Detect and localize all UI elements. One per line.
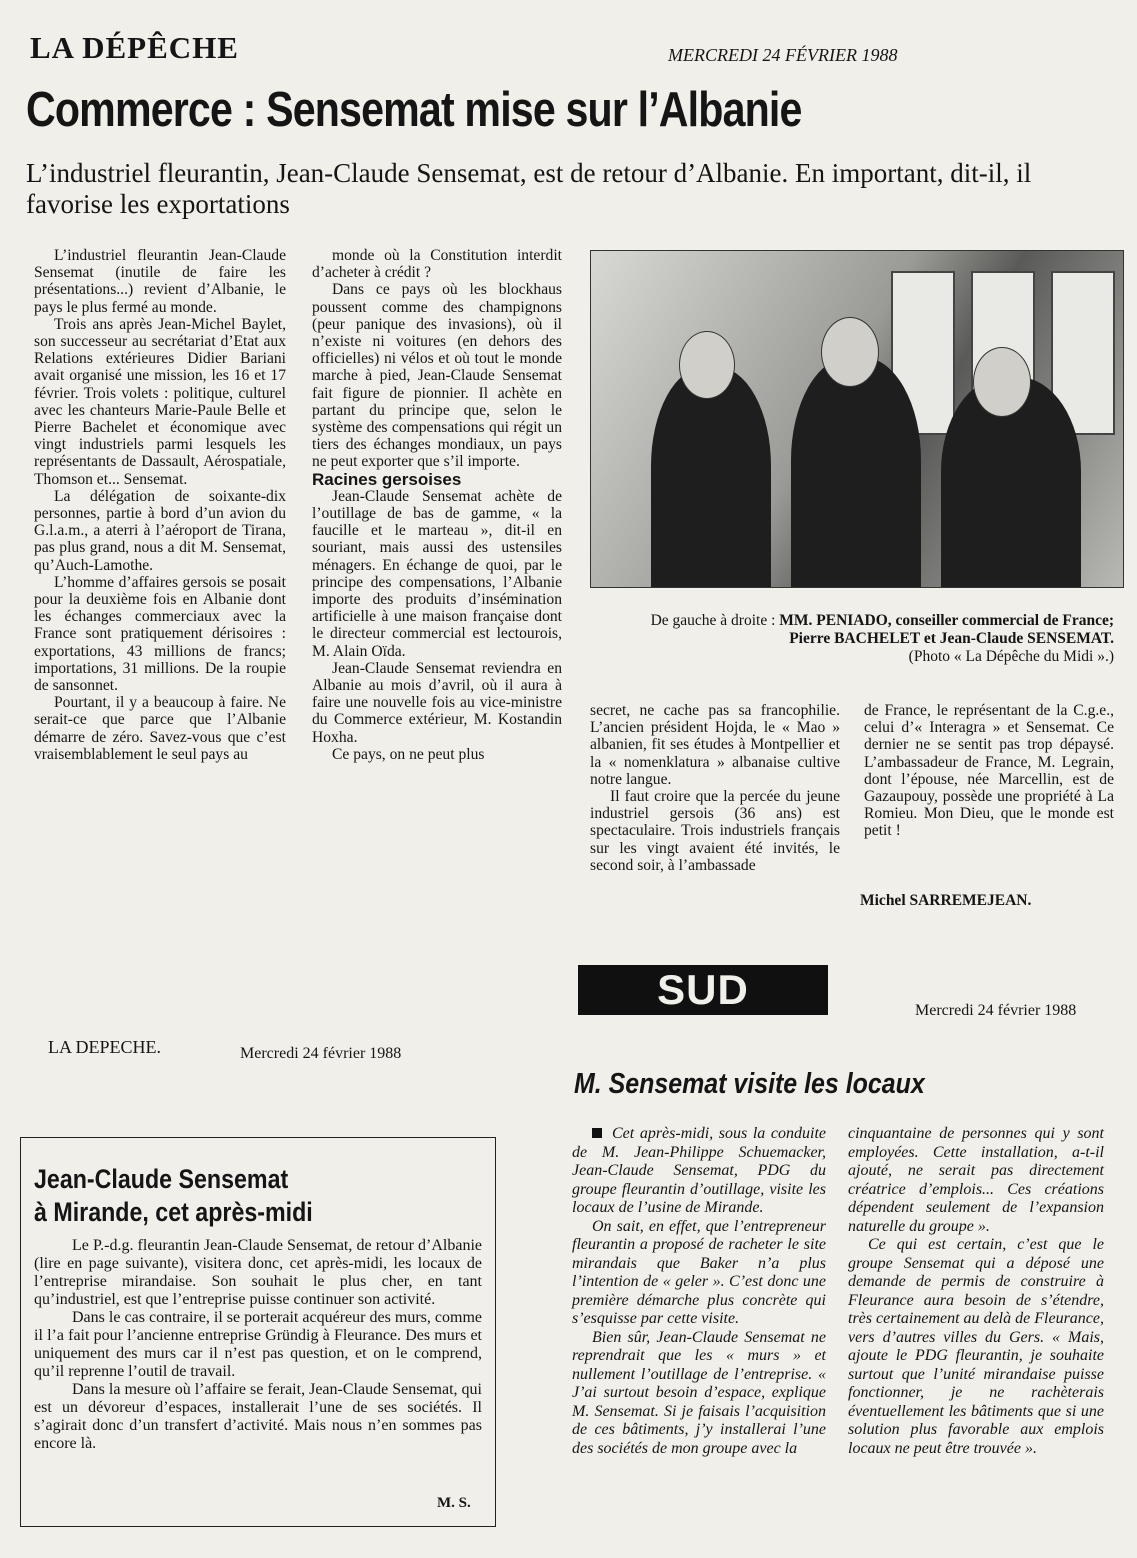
issue-date: MERCREDI 24 FÉVRIER 1988	[668, 45, 898, 65]
caption-prefix: De gauche à droite :	[650, 612, 776, 629]
sudouest-masthead: SUD OUEST	[578, 965, 828, 1015]
paragraph: Bien sûr, Jean-Claude Sensemat ne reprendrait que les « murs » et nullement l’outillage de l’entreprise. « J’ai surtout besoin d’espace, explique M. Sensemat. Si je faisais l’acquisition de ces bâtiments, j’y installerai l’une des sociétés de mon groupe avec la	[572, 1328, 826, 1457]
paragraph: de France, le représentant de la C.g.e., celui d’« Interagra » et Sensemat. Ce dernier ne se sentit pas trop dépaysé. L’ambassadeur de France, M. Legrain, dont l’épouse, née Marcellin, est de Gazaupouy, possède une propriété à La Romieu. Mon Dieu, que le monde est petit !	[864, 702, 1114, 840]
paragraph: L’industriel fleurantin Jean-Claude Sensemat (inutile de faire les présentations...) revient d’Albanie, le pays le plus fermé au monde.	[34, 247, 286, 316]
caption-names: MM. PENIADO, conseiller commercial de France; Pierre BACHELET et Jean-Claude SENSEMAT.	[779, 612, 1114, 647]
sudouest-column-1	[572, 1125, 826, 1458]
sudouest-date: Mercredi 24 février 1988	[915, 1002, 1077, 1019]
paragraph-text: Cet après-midi, sous la conduite de M. Jean-Philippe Schuemacker, Jean-Claude Sensemat, PDG du groupe fleurantin d’outillage, visite les locaux de l’usine de Mirande.	[572, 1125, 826, 1216]
headline: Commerce : Sensemat mise sur l’Albanie	[26, 83, 802, 137]
paragraph: Jean-Claude Sensemat reviendra en Albanie au mois d’avril, où il aura à faire une nouvelle fois au vice-ministre du Commerce extérieur, M. Kostandin Hoxha.	[312, 659, 562, 746]
paragraph: Le P.-d.g. fleurantin Jean-Claude Sensemat, de retour d’Albanie (lire en page suivante), visitera donc, cet après-midi, les locaux de l’entreprise mirandaise. Son souhait le plus cher, en tant qu’industriel, est que l’entreprise puisse continuer son activité.	[34, 1237, 482, 1308]
sudouest-column-2	[848, 1125, 1104, 1458]
paragraph: Jean-Claude Sensemat achète de l’outillage de bas de gamme, « la faucille et le marteau », dit-il en souriant, mais aussi des ustensiles ménagers. En échange de quoi, par le principe des compensations, l’Albanie importe des produits d’insémination artificielle à une maison française dont le directeur commercial est lectourois, M. Alain Oïda.	[312, 487, 562, 660]
paragraph: Trois ans après Jean-Michel Baylet, son successeur au secrétariat d’Etat aux Relations extérieures Didier Bariani avait organisé une mission, les 16 et 17 février. Trois volets : politique, culturel avec les chanteurs Marie-Paule Belle et Pierre Bachelet et économique avec vingt industriels parmi lesquels les représentants de Dassault, Aérospatiale, Thomson et... Sensemat.	[34, 315, 286, 488]
paragraph: On sait, en effet, que l’entrepreneur fleurantin a proposé de racheter le site mirandais que Baker n’a plus l’intention de « geler ». C’est donc une première démarche plus concrète qui s’esquisse par cette visite.	[572, 1217, 826, 1327]
bullet-square-icon	[592, 1128, 602, 1138]
article-column-4	[864, 702, 1114, 840]
paragraph: monde où la Constitution interdit d’acheter à crédit ?	[312, 247, 562, 282]
masthead: LA DÉPÊCHE	[30, 30, 239, 65]
paragraph: L’homme d’affaires gersois se posait pour la deuxième fois en Albanie dont les échanges commerciaux avec la France sont pratiquement dérisoires : exportations, 43 millions de francs; importations, 31 millions. De la roupie de sansonnet.	[34, 573, 286, 695]
box-body	[34, 1237, 482, 1453]
box-signature: M. S.	[437, 1495, 471, 1511]
paragraph: Dans le cas contraire, il se porterait acquéreur des murs, comme il l’a fait pour l’ancienne entreprise Gründig à Fleurance. Des murs et uniquement des murs car il n’est pas question, et on le comprend, qu’il reprenne l’outil de travail.	[34, 1309, 482, 1380]
photo-person-head	[973, 347, 1031, 417]
paragraph: La délégation de soixante-dix personnes, partie à bord d’un avion du G.l.a.m., a aterri à l’aéroport de Tirana, pas plus grand, nous a dit M. Sensemat, qu’Auch-Lamothe.	[34, 487, 286, 574]
photo-credit: (Photo « La Dépêche du Midi ».)	[908, 648, 1114, 665]
paragraph	[572, 1125, 826, 1218]
paragraph: Ce qui est certain, c’est que le groupe Sensemat qui a déposé une demande de permis de construire à Fleurance aura besoin de s’étendre, très certainement au delà de Fleurance, vers d’autres villes du Gers. « Mais, ajoute le PDG fleurantin, je souhaite surtout que l’unité mirandaise puisse fonctionner, je ne rachèterais éventuellement les bâtiments que si une solution plus favorable aux emplois locaux ne peut être trouvée ».	[848, 1236, 1104, 1457]
article-column-1	[34, 247, 286, 763]
sudouest-headline: M. Sensemat visite les locaux	[574, 1068, 925, 1100]
box-title-line: à Mirande, cet après-midi	[34, 1197, 313, 1227]
article-column-2	[312, 247, 562, 763]
depeche-masthead-2: LA DEPECHE.	[48, 1037, 162, 1057]
photo-person-head	[679, 331, 735, 399]
depeche-date-2: Mercredi 24 février 1988	[240, 1045, 402, 1062]
author-signature: Michel SARREMEJEAN.	[860, 892, 1032, 909]
paragraph: cinquantaine de personnes qui y sont employées. Cette installation, a-t-il ajouté, ne serait pas directement créatrice d’emplois... Ces créations dépendent seulement de l’expansion naturelle du groupe ».	[848, 1125, 1104, 1235]
photo	[590, 250, 1124, 588]
paragraph: Pourtant, il y a beaucoup à faire. Ne serait-ce que parce que l’Albanie démarre de zéro. Savez-vous que c’est vraisemblablement le seul pays au	[34, 694, 286, 763]
standfirst: L’industriel fleurantin, Jean-Claude Sensemat, est de retour d’Albanie. En important, dit-il, il favorise les exportations	[26, 158, 1032, 219]
box-title-line: Jean-Claude Sensemat	[34, 1164, 289, 1194]
paragraph: secret, ne cache pas sa francophilie. L’ancien président Hojda, le « Mao » albanien, fit ses études à Montpellier et la « nomenklatura » albanaise cultive notre langue.	[590, 702, 840, 788]
article-column-3	[590, 702, 840, 874]
paragraph: Ce pays, on ne peut plus	[332, 745, 485, 763]
paragraph: Dans la mesure où l’affaire se ferait, Jean-Claude Sensemat, qui est un dévoreur d’espaces, installerait l’une de ses sociétés. Il s’agirait donc d’un transfert d’activité. Mais nous n’en sommes pas encore là.	[34, 1381, 482, 1452]
photo-person-head	[821, 317, 879, 387]
paragraph: Il faut croire que la percée du jeune industriel gersois (36 ans) est spectaculaire. Trois industriels français sur les vingt avaient été invités, le second soir, à l’ambassade	[590, 788, 840, 874]
photo-caption	[622, 612, 1114, 666]
box-title	[34, 1163, 313, 1229]
photo-person	[791, 357, 921, 587]
photo-person	[651, 367, 771, 587]
paragraph: Dans ce pays où les blockhaus poussent comme des champignons (peur panique des invasions), où il n’existe ni voitures (en dehors des officielles) ni vélos et où tout le monde marche à pied, Jean-Claude Sensemat fait figure de pionnier. Il achète en partant du principe que, selon le système des compensations qui régit un tiers des échanges mondiaux, un pays ne peut exporter que s’il importe.	[312, 281, 562, 471]
subheading: Racines gersoises	[312, 469, 462, 489]
